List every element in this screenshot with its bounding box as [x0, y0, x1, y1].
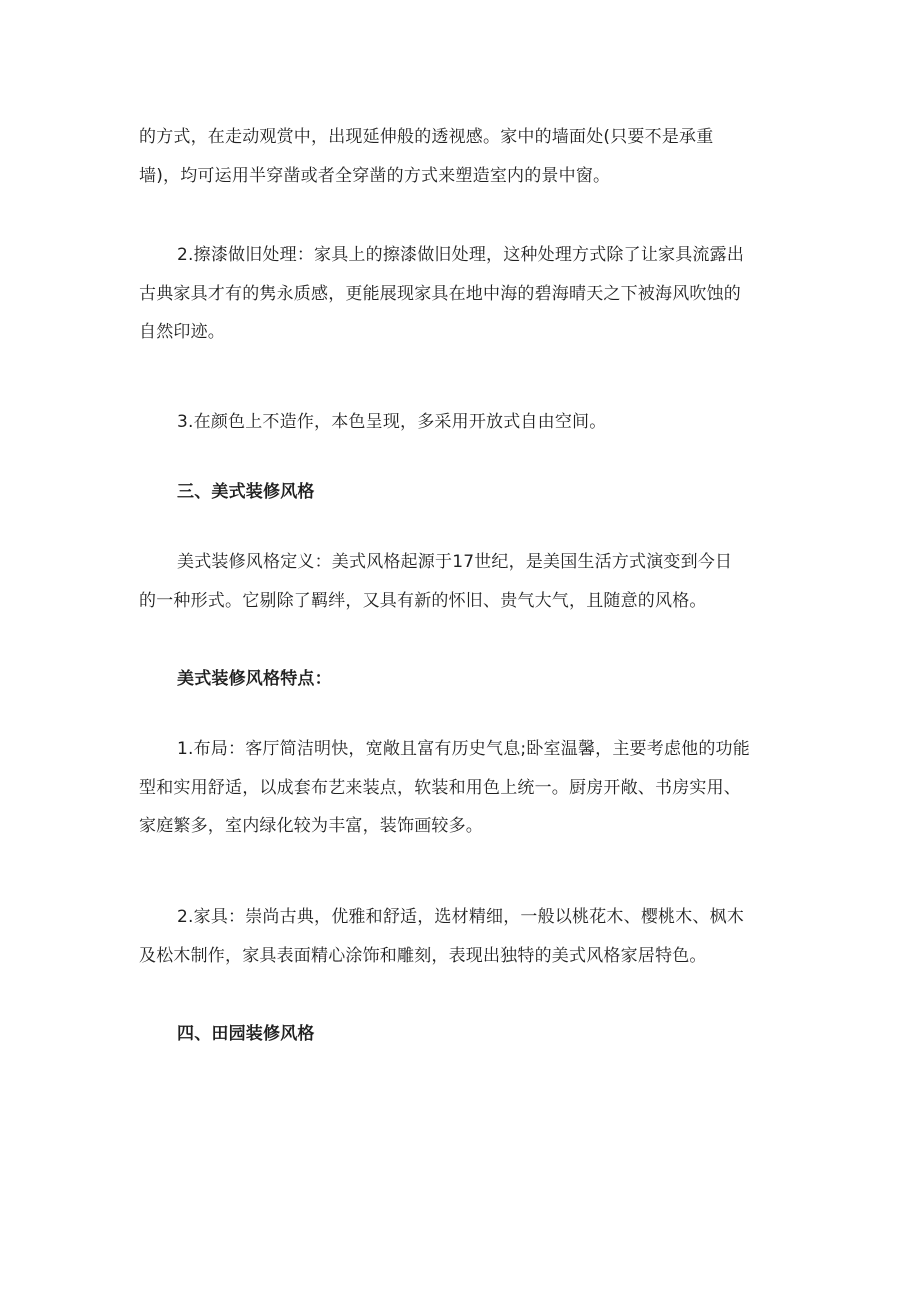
heading-text: 四、田园装修风格	[177, 1024, 315, 1044]
paragraph-line: 古典家具才有的隽永质感，更能展现家具在地中海的碧海晴天之下被海风吹蚀的	[139, 283, 741, 304]
paragraph-line: 2.家具：崇尚古典，优雅和舒适，选材精细，一般以桃花木、樱桃木、枫木	[177, 907, 745, 927]
paragraph-layout	[139, 730, 799, 846]
paragraph-line: 家庭繁多，室内绿化较为丰富，装饰画较多。	[139, 816, 483, 836]
paragraph-line: 自然印迹。	[139, 322, 225, 342]
paragraph-line: 墙)，均可运用半穿凿或者全穿凿的方式来塑造室内的景中窗。	[139, 165, 611, 186]
paragraph-line: 2.擦漆做旧处理：家具上的擦漆做旧处理，这种处理方式除了让家具流露出	[177, 245, 745, 265]
paragraph-distressed-finish	[139, 236, 799, 352]
section-heading-american-style	[139, 473, 799, 512]
paragraph-furniture	[139, 898, 799, 975]
heading-text: 美式装修风格特点：	[177, 669, 332, 689]
section-heading-pastoral-style	[139, 1015, 799, 1054]
paragraph-line: 型和实用舒适，以成套布艺来装点，软装和用色上统一。厨房开敞、书房实用、	[139, 777, 741, 798]
paragraph-natural-colors	[139, 403, 799, 442]
paragraph-line: 3.在颜色上不造作，本色呈现，多采用开放式自由空间。	[177, 412, 607, 432]
paragraph-line: 美式装修风格定义：美式风格起源于17世纪，是美国生活方式演变到今日	[177, 552, 733, 572]
paragraph-line: 及松木制作，家具表面精心涂饰和雕刻，表现出独特的美式风格家居特色。	[139, 945, 707, 966]
paragraph-american-definition	[139, 543, 799, 620]
paragraph-line: 1.布局：客厅简洁明快，宽敞且富有历史气息;卧室温馨，主要考虑他的功能	[177, 739, 750, 759]
paragraph-line: 的方式，在走动观赏中，出现延伸般的透视感。家中的墙面处(只要不是承重	[139, 127, 714, 147]
heading-text: 三、美式装修风格	[177, 482, 315, 502]
paragraph-window-openings	[139, 118, 799, 195]
subheading-american-features	[139, 660, 799, 699]
paragraph-line: 的一种形式。它剔除了羁绊，又具有新的怀旧、贵气大气，且随意的风格。	[139, 590, 707, 611]
